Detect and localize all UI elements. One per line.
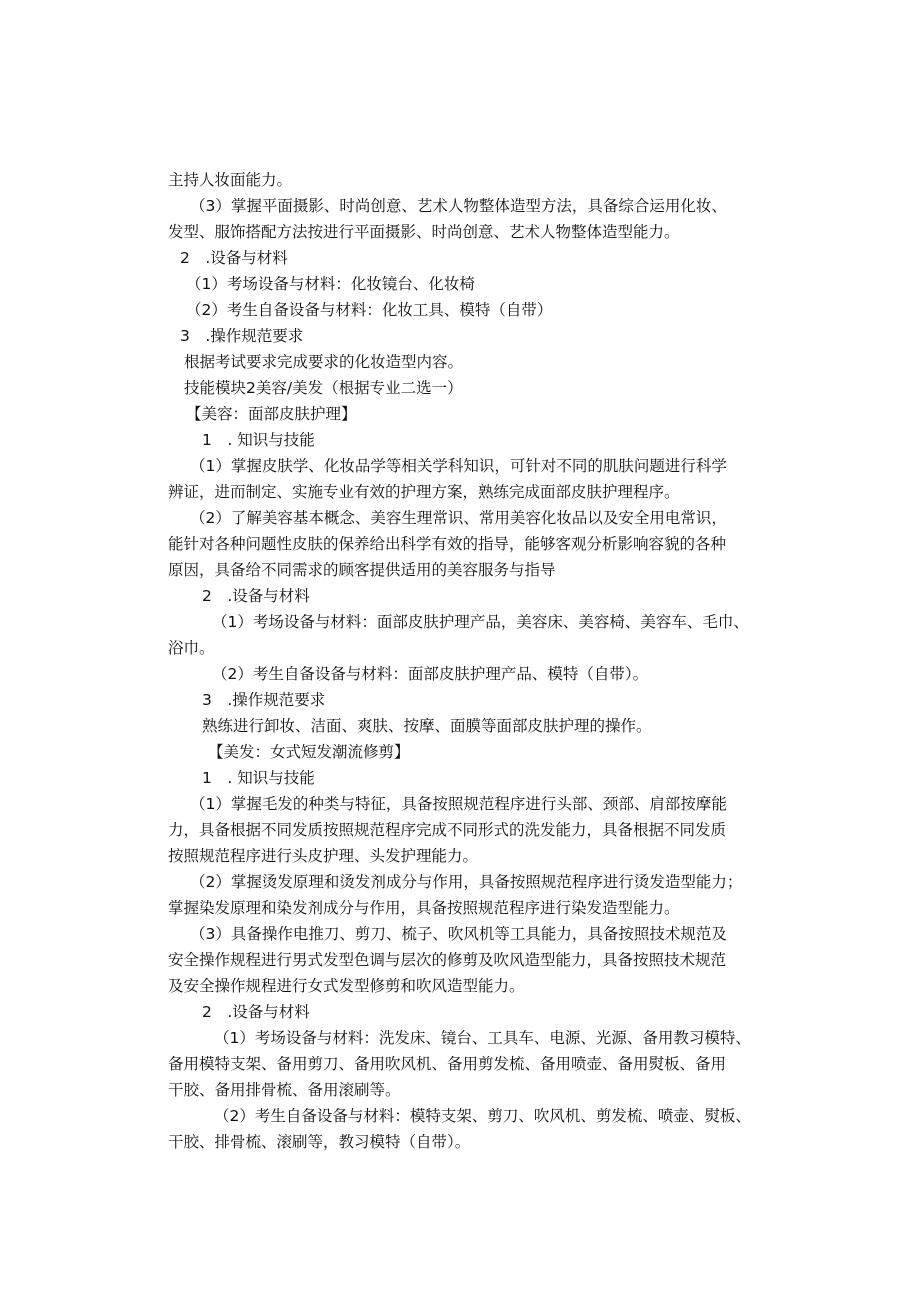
text-line: （3）掌握平面摄影、时尚创意、艺术人物整体造型方法，具备综合运用化妆、 [190,197,727,215]
text-line: 掌握染发原理和染发剂成分与作用，具备按照规范程序进行染发造型能力。 [168,899,680,917]
text-line: （3）具备操作电推刀、剪刀、梳子、吹风机等工具能力，具备按照技术规范及 [190,925,727,943]
text-line: 安全操作规程进行男式发型色调与层次的修剪及吹风造型能力，具备按照技术规范 [168,951,727,969]
text-line: （1）掌握毛发的种类与特征，具备按照规范程序进行头部、颈部、肩部按摩能 [190,795,727,813]
section-heading: 2 .设备与材料 [180,249,288,267]
text-line: 熟练进行卸妆、洁面、爽肤、按摩、面膜等面部皮肤护理的操作。 [202,717,652,735]
text-line: 力，具备根据不同发质按照规范程序完成不同形式的洗发能力，具备根据不同发质 [168,821,727,839]
section-heading: 2 .设备与材料 [202,587,310,605]
text-line: 干胶、备用排骨梳、备用滚刷等。 [168,1081,401,1099]
module-heading: 技能模块2美容/美发（根据专业二选一） [184,379,463,397]
section-heading: 1 . 知识与技能 [202,431,315,449]
text-line: 备用模特支架、备用剪刀、备用吹风机、备用剪发梳、备用喷壶、备用熨板、备用 [168,1055,727,1073]
text-line: （2）考生自备设备与材料：模特支架、剪刀、吹风机、剪发梳、喷壶、熨板、 [214,1107,751,1125]
text-line: 原因，具备给不同需求的顾客提供适用的美容服务与指导 [168,561,556,579]
text-line: 辨证，进而制定、实施专业有效的护理方案，熟练完成面部皮肤护理程序。 [168,483,680,501]
text-line: （2）了解美容基本概念、美容生理常识、常用美容化妆品以及安全用电常识， [190,509,727,527]
text-line: 能针对各种问题性皮肤的保养给出科学有效的指导，能够客观分析影响容貌的各种 [168,535,727,553]
text-line: 主持人妆面能力。 [168,171,293,189]
text-line: （1）考场设备与材料：化妆镜台、化妆椅 [186,275,475,293]
text-line: （1）考场设备与材料：面部皮肤护理产品，美容床、美容椅、美容车、毛巾、 [212,613,749,631]
subsection-heading: 【美发：女式短发潮流修剪】 [208,743,410,761]
text-line: （1）考场设备与材料：洗发床、镜台、工具车、电源、光源、备用教习模特、 [214,1029,751,1047]
text-line: 按照规范程序进行头皮护理、头发护理能力。 [168,847,479,865]
text-line: （1）掌握皮肤学、化妆品学等相关学科知识，可针对不同的肌肤问题进行科学 [190,457,727,475]
section-heading: 2 .设备与材料 [202,1003,310,1021]
subsection-heading: 【美容：面部皮肤护理】 [186,405,357,423]
section-heading: 3 .操作规范要求 [180,327,304,345]
text-line: 发型、服饰搭配方法按进行平面摄影、时尚创意、艺术人物整体造型能力。 [168,223,680,241]
text-line: 干胶、排骨梳、滚刷等，教习模特（自带）。 [168,1133,471,1151]
text-line: （2）掌握烫发原理和烫发剂成分与作用，具备按照规范程序进行烫发造型能力； [190,873,743,891]
section-heading: 3 .操作规范要求 [202,691,326,709]
text-line: 浴巾。 [168,639,215,657]
text-line: 根据考试要求完成要求的化妆造型内容。 [184,353,464,371]
text-line: （2）考生自备设备与材料：化妆工具、模特（自带） [186,301,553,319]
text-line: （2）考生自备设备与材料：面部皮肤护理产品、模特（自带）。 [212,665,649,683]
text-line: 及安全操作规程进行女式发型修剪和吹风造型能力。 [168,977,525,995]
section-heading: 1 . 知识与技能 [202,769,315,787]
